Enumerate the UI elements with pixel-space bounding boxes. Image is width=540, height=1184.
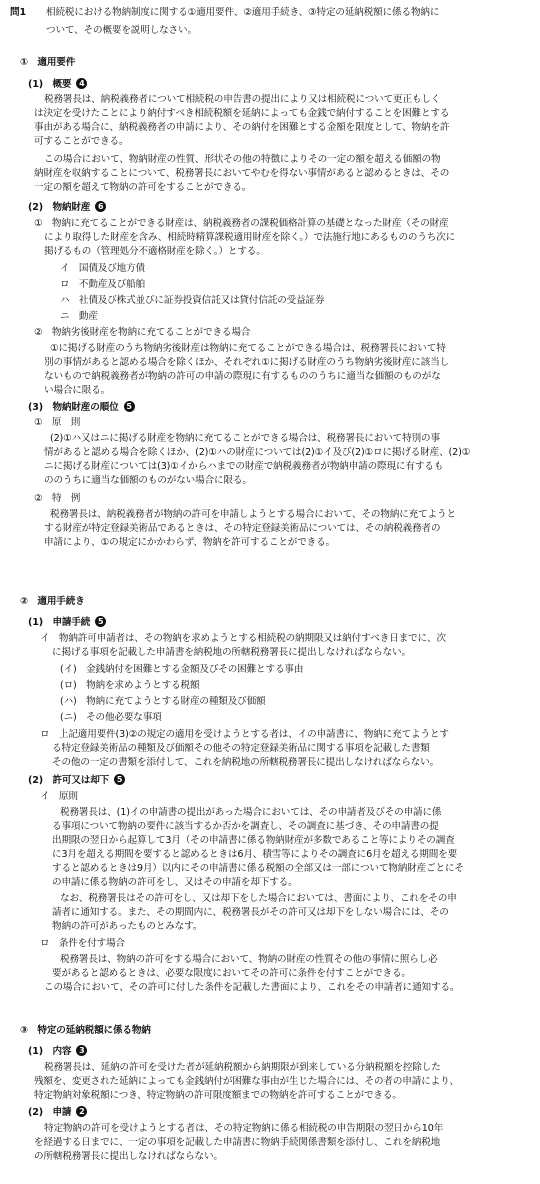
s2-p2-line-11: ロ 条件を付す場合 (40, 938, 125, 949)
s1-p1-line-2: は決定を受けたことにより納付すべき相続税額を延納によっても金銭で納付することを困難とする (34, 108, 450, 119)
s1-subsection-3-title (28, 401, 135, 415)
s2-p1-line-7: ロ 上記適用要件(3)②の規定の適用を受けようとする者は、イの申請書に、物納に充てようとす (40, 729, 449, 740)
s1-p3-line-7: 税務署長は、納税義務者が物納の許可を申請しようとする場合において、その物納に充てようと (50, 509, 456, 520)
s3-p2-line-2: を経過する日までに、一定の事項を記載した申請書に物納手続関係書類を添付し、これを納税地 (34, 1137, 441, 1148)
s1-p3-line-6: ② 特 例 (34, 493, 81, 504)
s2-p2-line-8: なお、税務署長はその許可をし、又は却下をした場合においては、書面により、これをその申 (60, 893, 457, 904)
question-text-line-2: ついて、その概要を説明しなさい。 (46, 25, 197, 36)
s1-p2-line-11: ないもので納税義務者が物納の許可の申請の際現に有するもののうちに適当な価額のものがな (44, 371, 441, 382)
s2-p1-line-4: (ロ) 物納を求めようとする税額 (60, 680, 200, 691)
section-1-heading: ① 適用要件 (20, 57, 76, 68)
s1-p2-line-7: ニ 動産 (60, 311, 98, 322)
s1-p2-line-3: 掲げるもの（管理処分不適格財産を除く。）とする。 (44, 246, 266, 257)
s1-subsection-1-title (28, 78, 87, 92)
question-number: 問1 (10, 7, 26, 18)
s1-p3-line-8: する財産が特定登録美術品であるときは、その特定登録美術品については、その納税義務者の (44, 523, 441, 534)
s1-p1-line-6: 納財産を収納することについて、税務署長においてやむを得ない事情があると認めるときは、その (34, 168, 450, 179)
s3-p1-line-1: 税務署長は、延納の許可を受けた者が延納税額から納期限が到来している分納税額を控除した (44, 1062, 441, 1073)
s2-p2-line-14: この場合において、その許可に付した条件を記載した書面により、これをその申請者に通知する。 (44, 982, 460, 993)
s2-p2-line-9: 請者に通知する。また、その期間内に、税務署長がその許可又は却下をしない場合には、その (52, 907, 449, 918)
section-2-heading: ② 適用手続き (20, 596, 85, 607)
section-3-heading: ③ 特定の延納税額に係る物納 (20, 1025, 151, 1036)
s1-subsection-2-title (28, 201, 106, 215)
s1-p2-line-8: ② 物納劣後財産を物納に充てることができる場合 (34, 327, 251, 338)
score-mark-icon: 6 (95, 201, 106, 212)
s3-p1-title-text: (1) 内容 (28, 1046, 72, 1057)
s1-p2-line-4: イ 国債及び地方債 (60, 263, 145, 274)
s1-p2-line-9: ①に掲げる財産のうち物納劣後財産は物納に充てることができる場合は、税務署長において特 (50, 343, 446, 354)
s1-p3-title-text: (3) 物納財産の順位 (28, 402, 119, 413)
s2-p2-line-10: 物納の許可があったものとみなす。 (52, 921, 203, 932)
s1-p2-line-2: により取得した財産を含み、相続時精算課税適用財産を除く。）で法施行地にあるもののうち次に (44, 232, 456, 243)
s1-p1-line-3: 事由がある場合に、納税義務者の申請により、その納付を困難とする金額を限度として、物納を許 (34, 122, 450, 133)
s1-p2-title-text: (2) 物納財産 (28, 202, 91, 213)
s1-p3-line-1: ① 原 則 (34, 417, 81, 428)
score-mark-icon: 5 (124, 401, 135, 412)
s1-p2-line-1: ① 物納に充てることができる財産は、納税義務者の課税価格計算の基礎となった財産（その財産 (34, 218, 449, 229)
s2-p2-line-5: に3月を超える期間を要すると認めるときは6月、積雪等によりその調査に6月を超える期間を要 (52, 849, 458, 860)
s2-p2-line-7: の申請に係る物納の許可をし、又はその申請を却下する。 (52, 877, 298, 888)
s2-p1-line-8: る特定登録美術品の種類及び価額その他その特定登録美術品に関する事項を記載した書類 (52, 743, 430, 754)
s1-p1-line-5: この場合において、物納財産の性質、形状その他の特徴によりその一定の額を超える価額の物 (44, 154, 441, 165)
s2-p2-line-3: る事項について物納の要件に該当するか否かを調査し、その調査に基づき、その申請書の提 (52, 821, 439, 832)
s2-p2-line-13: 要があると認めるときは、必要な限度においてその許可に条件を付すことができる。 (52, 968, 411, 979)
s3-p2-line-1: 特定物納の許可を受けようとする者は、その特定物納に係る相続税の申告期限の翌日から10年 (44, 1123, 444, 1134)
s2-p1-line-6: (ニ) その他必要な事項 (60, 712, 162, 723)
s1-p3-line-9: 申請により、①の規定にかかわらず、物納を許可することができる。 (44, 537, 335, 548)
s1-p2-line-5: ロ 不動産及び船舶 (60, 279, 145, 290)
s3-subsection-1-title (28, 1045, 87, 1059)
s3-p1-line-3: 特定物納対象税額につき、特定物納の許可限度額までの物納を許可することができる。 (34, 1090, 402, 1101)
s2-p2-line-6: すると認めるときは9月）以内にその申請書に係る税額の全部又は一部について物納財産ごとにそ (52, 863, 464, 874)
score-mark-icon: 4 (76, 78, 87, 89)
score-mark-icon: 3 (76, 1045, 87, 1056)
s3-subsection-2-title (28, 1106, 87, 1120)
s3-p2-line-3: の所轄税務署長に提出しなければならない。 (34, 1151, 223, 1162)
s2-p2-title-text: (2) 許可又は却下 (28, 775, 110, 786)
s3-p1-line-2: 残額を、変更された延納によっても金銭納付が困難な事由が生じた場合には、その者の申請により、 (34, 1076, 459, 1087)
s2-p1-title-text: (1) 申請手続 (28, 617, 91, 628)
s1-p1-line-4: 可することができる。 (34, 136, 129, 147)
s1-p2-line-10: 別の事情があると認める場合を除くほか、それぞれ①に掲げる財産のうち物納劣後財産に該当し (44, 357, 450, 368)
s1-p3-line-3: 情があると認める場合を除くほか、(2)①ハの財産については(2)①イ及び(2)①ロに掲げる財産、(2)① (44, 447, 471, 458)
s1-p3-line-4: ニに掲げる財産については(3)①イからハまでの財産で納税義務者が物納申請の際現に有するも (44, 461, 444, 472)
s1-p3-line-2: (2)①ハ又はニに掲げる財産を物納に充てることができる場合は、税務署長において特別の事 (50, 433, 440, 444)
s1-p2-line-12: い場合に限る。 (44, 385, 111, 396)
s1-p3-line-5: ののうちに適当な価額のものがない場合に限る。 (44, 475, 252, 486)
s2-p2-line-4: 出期限の翌日から起算して3月（その申請書に係る物納財産が多数であること等によりその調査 (52, 835, 455, 846)
score-mark-icon: 2 (76, 1106, 87, 1117)
s2-p1-line-2: に掲げる事項を記載した申請書を納税地の所轄税務署長に提出しなければならない。 (52, 647, 411, 658)
s2-p1-line-1: イ 物納許可申請者は、その物納を求めようとする相続税の納期限又は納付すべき日までに、次 (40, 633, 446, 644)
s2-p2-line-2: 税務署長は、(1)イの申請書の提出があった場合においては、その申請者及びその申請に係 (60, 807, 442, 818)
s2-p2-line-12: 税務署長は、物納の許可をする場合において、物納の財産の性質その他の事情に照らし必 (60, 954, 438, 965)
s2-subsection-1-title (28, 616, 106, 630)
s1-p2-line-6: ハ 社債及び株式並びに証券投資信託又は貸付信託の受益証券 (60, 295, 325, 306)
s2-p2-line-1: イ 原則 (40, 791, 78, 802)
s1-p1-title-text: (1) 概要 (28, 79, 72, 90)
score-mark-icon: 5 (114, 774, 125, 785)
score-mark-icon: 5 (95, 616, 106, 627)
s3-p2-title-text: (2) 申請 (28, 1107, 72, 1118)
s2-subsection-2-title (28, 774, 125, 788)
s1-p1-line-1: 税務署長は、納税義務者について相続税の申告書の提出により又は相続税について更正もしく (44, 94, 441, 105)
question-text-line-1: 相続税における物納制度に関する①適用要件、②適用手続き、③特定の延納税額に係る物納に (46, 7, 440, 18)
s1-p1-line-7: 一定の額を超えて物納の許可をすることができる。 (34, 182, 252, 193)
s2-p1-line-5: (ハ) 物納に充てようとする財産の種類及び価額 (60, 696, 266, 707)
s2-p1-line-3: (イ) 金銭納付を困難とする金額及びその困難とする事由 (60, 664, 304, 675)
s2-p1-line-9: その他の一定の書類を添付して、これを納税地の所轄税務署長に提出しなければならない。 (52, 757, 440, 768)
